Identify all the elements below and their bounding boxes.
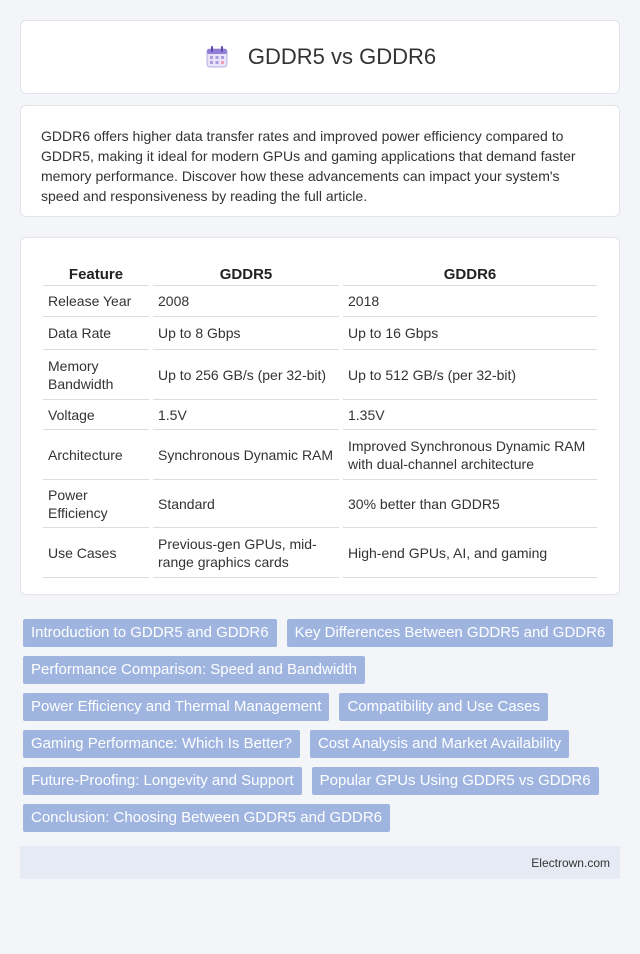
page-title: GDDR5 vs GDDR6 [247,44,437,69]
link-introduction[interactable]: Introduction to GDDR5 and GDDR6 [23,619,277,647]
header-gddr6: GDDR6 [343,256,597,286]
table-row [43,480,597,528]
cell-gddr5: Up to 8 Gbps [153,317,339,350]
link-key-differences[interactable]: Key Differences Between GDDR5 and GDDR6 [287,619,614,647]
cell-gddr5: Standard [153,480,339,528]
link-popular-gpus[interactable]: Popular GPUs Using GDDR5 vs GDDR6 [312,767,599,795]
comparison-table-card [20,237,620,595]
cell-gddr6: 1.35V [343,400,597,430]
cell-gddr6: 2018 [343,286,597,317]
cell-feature: Power Efficiency [43,480,149,528]
link-performance-comparison[interactable]: Performance Comparison: Speed and Bandwidth [23,656,365,684]
cell-gddr6: Up to 512 GB/s (per 32-bit) [343,350,597,400]
header-feature: Feature [43,256,149,286]
cell-gddr5: 1.5V [153,400,339,430]
cell-feature: Use Cases [43,528,149,578]
table-row [43,286,597,317]
cell-feature: Voltage [43,400,149,430]
table-row [43,528,597,578]
link-compatibility[interactable]: Compatibility and Use Cases [339,693,548,721]
article-links [20,619,620,832]
link-conclusion[interactable]: Conclusion: Choosing Between GDDR5 and GDDR6 [23,804,390,832]
intro-text: GDDR6 offers higher data transfer rates and improved power efficiency compared to GDDR5, making it ideal for modern GPUs and gaming applications that demand faster memory performance. Discover how these advancements can impact your system's speed and responsiveness by reading the full article. [41,128,576,204]
table-row [43,317,597,350]
cell-gddr6: Up to 16 Gbps [343,317,597,350]
footer-brand[interactable]: Electrown.com [531,855,610,870]
link-gaming-performance[interactable]: Gaming Performance: Which Is Better? [23,730,300,758]
table-row [43,350,597,400]
cell-gddr5: Previous-gen GPUs, mid-range graphics cards [153,528,339,578]
comparison-table [39,256,601,578]
table-row [43,400,597,430]
calendar-icon [204,44,230,70]
header-gddr5: GDDR5 [153,256,339,286]
cell-feature: Memory Bandwidth [43,350,149,400]
cell-gddr5: 2008 [153,286,339,317]
table-row [43,430,597,480]
page-header [20,20,620,94]
cell-feature: Release Year [43,286,149,317]
table-header-row [43,256,597,286]
link-power-efficiency[interactable]: Power Efficiency and Thermal Management [23,693,329,721]
link-cost-analysis[interactable]: Cost Analysis and Market Availability [310,730,569,758]
cell-gddr5: Synchronous Dynamic RAM [153,430,339,480]
intro-section [20,105,620,217]
cell-feature: Architecture [43,430,149,480]
page-footer [20,846,620,879]
cell-feature: Data Rate [43,317,149,350]
link-future-proofing[interactable]: Future-Proofing: Longevity and Support [23,767,302,795]
cell-gddr5: Up to 256 GB/s (per 32-bit) [153,350,339,400]
cell-gddr6: 30% better than GDDR5 [343,480,597,528]
cell-gddr6: High-end GPUs, AI, and gaming [343,528,597,578]
cell-gddr6: Improved Synchronous Dynamic RAM with dual-channel architecture [343,430,597,480]
